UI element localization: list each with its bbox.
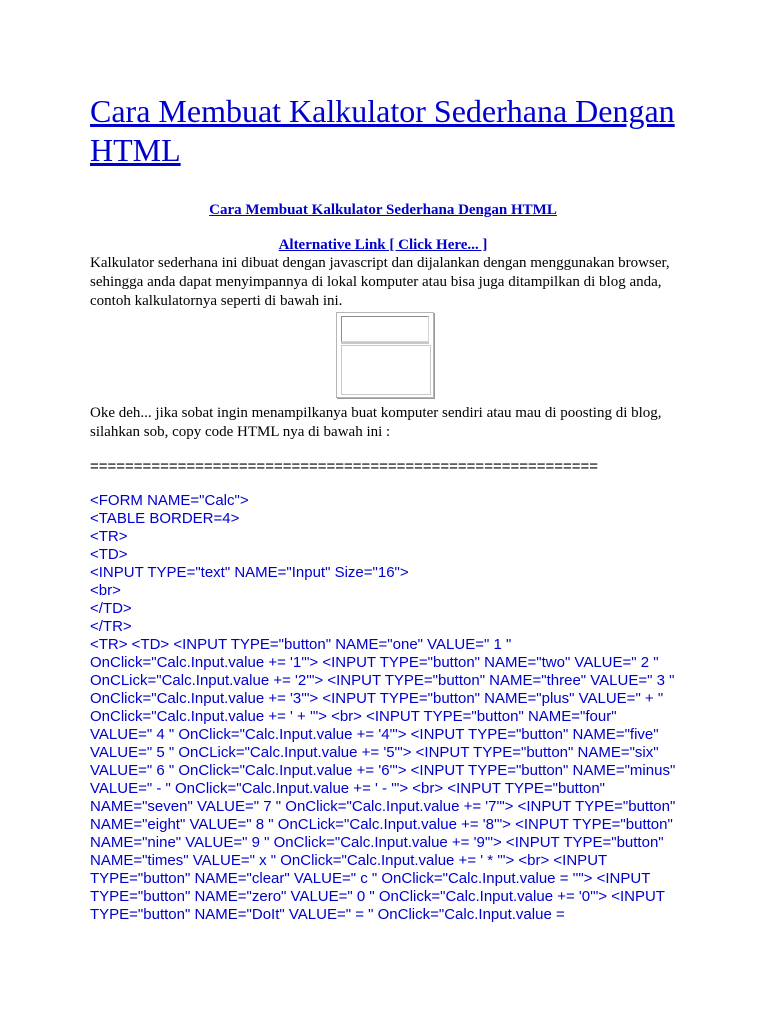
separator-line: ========================================================== xyxy=(90,458,599,475)
calculator-buttons-area xyxy=(341,345,431,395)
calculator-demo xyxy=(336,312,434,398)
calculator-divider xyxy=(341,342,429,344)
calculator-input[interactable] xyxy=(341,316,429,342)
subtitle-link[interactable]: Cara Membuat Kalkulator Sederhana Dengan HTML xyxy=(209,202,557,218)
code-line: <TR> <TD> <INPUT TYPE="button" NAME="one" VALUE=" 1 " OnClick="Calc.Input.value += '1'"> <INPUT TYPE="button" NAME="two" VALUE=" 2 " OnCLick="Calc.Input.value += '2'"> <INPUT TYPE="button" NAME="three" VALUE=" 3 " OnClick="Calc.Input.value += '3'"> <INPUT TYPE="button" NAME="plus" VALUE=" + " OnClick="Calc.Input.value += ' + '"> <br> <INPUT TYPE="button" NAME="four" VALUE=" 4 " OnClick="Calc.Input.value += '4'"> <INPUT TYPE="button" NAME="five" VALUE=" 5 " OnCLick="Calc.Input.value += '5'"> <INPUT TYPE="button" NAME="six" VALUE=" 6 " OnClick="Calc.Input.value += '6'"> <INPUT TYPE="button" NAME="minus" VALUE=" - " OnClick="Calc.Input.value += ' - '"> <br> <INPUT TYPE="button" NAME="seven" VALUE=" 7 " OnClick="Calc.Input.value += '7'"> <INPUT TYPE="button" NAME="eight" VALUE=" 8 " OnCLick="Calc.Input.value += '8'"> <INPUT TYPE="button" NAME="nine" VALUE=" 9 " OnClick="Calc.Input.value += '9'"> <INPUT TYPE="button" NAME="times" VALUE=" x " OnClick="Calc.Input.value += ' * '"> <br> <INPUT TYPE="button" NAME="clear" VALUE=" c " OnClick="Calc.Input.value = ''"> <INPUT TYPE="button" NAME="zero" VALUE=" 0 " OnClick="Calc.Input.value += '0'"> <INPUT TYPE="button" NAME="DoIt" VALUE=" = " OnClick="Calc.Input.value = xyxy=(90,636,680,923)
code-line: <FORM NAME="Calc"> xyxy=(90,492,249,509)
code-line: </TD> xyxy=(90,600,132,617)
code-line: </TR> xyxy=(90,618,132,635)
code-block xyxy=(90,492,680,924)
code-line: <br> xyxy=(90,582,121,599)
code-line: <TR> xyxy=(90,528,128,545)
intro-paragraph: Kalkulator sederhana ini dibuat dengan javascript dan dijalankan dengan menggunakan browser, sehingga anda dapat menyimpannya di lokal komputer atau bisa juga ditampilkan di blog anda, contoh kalkulatornya seperti di bawah ini. xyxy=(90,255,670,309)
code-line: <INPUT TYPE="text" NAME="Input" Size="16"> xyxy=(90,564,409,581)
code-line: <TD> xyxy=(90,546,128,563)
code-line: <TABLE BORDER=4> xyxy=(90,510,240,527)
document-title[interactable]: Cara Membuat Kalkulator Sederhana Dengan HTML xyxy=(90,93,675,168)
outro-paragraph: Oke deh... jika sobat ingin menampilkanya buat komputer sendiri atau mau di poosting di blog, silahkan sob, copy code HTML nya di bawah ini : xyxy=(90,405,662,440)
alternative-link[interactable]: Alternative Link [ Click Here... ] xyxy=(278,237,488,253)
